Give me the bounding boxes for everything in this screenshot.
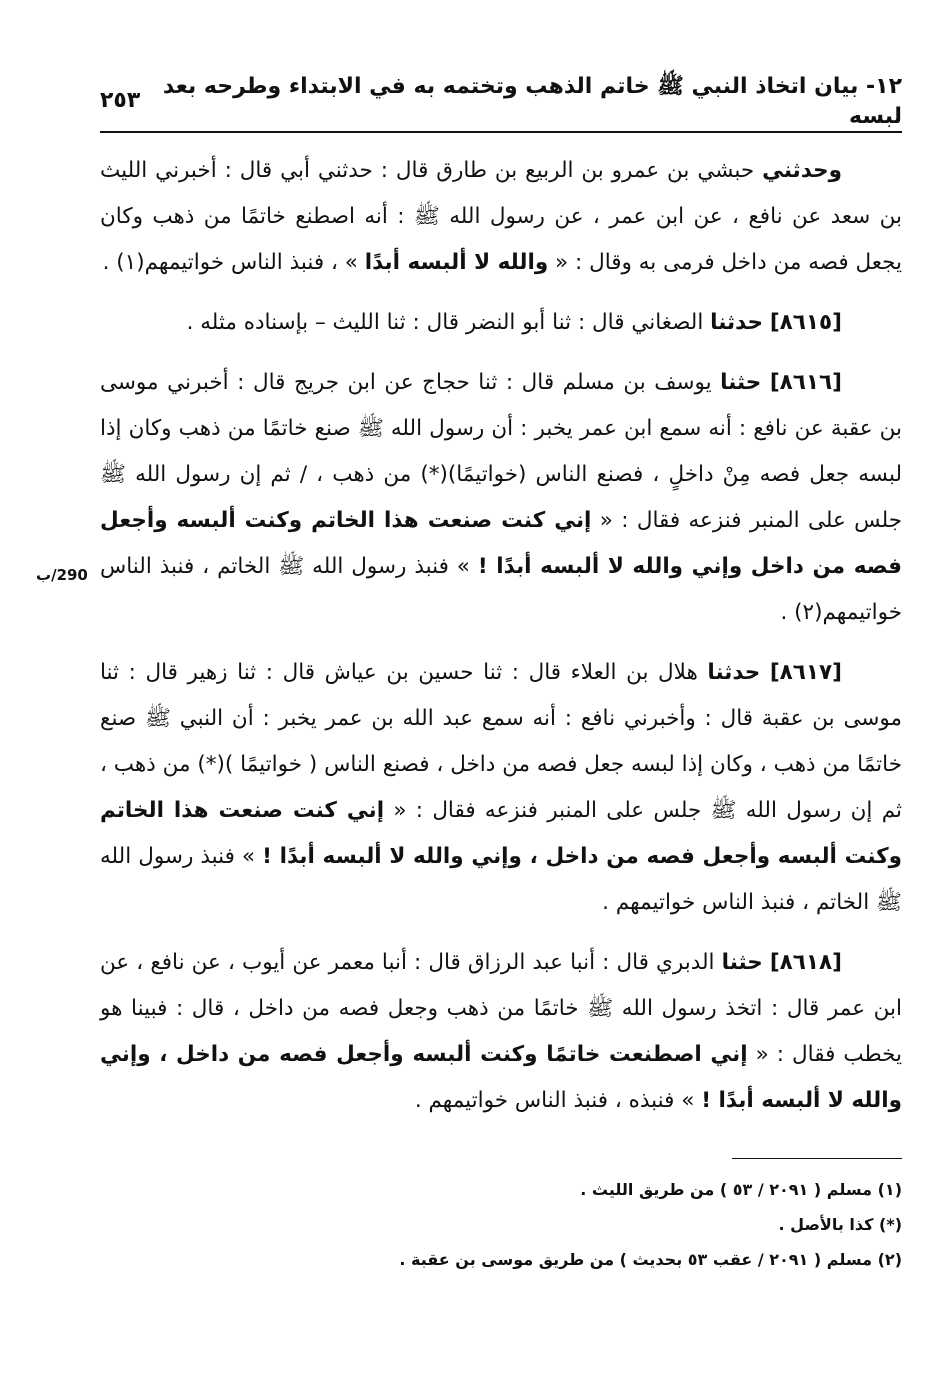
text-segment: هلال بن العلاء قال : ثنا حسين بن عياش قال : ثنا زهير قال : ثنا موسى بن عقبة قال : وأخبرني نافع : أنه سمع عبد الله بن عمر يخبر : أن النبي ﷺ صنع خاتمًا من ذهب ، وكان إذا لبسه جعل فصه من داخل ، فصنع الناس ( خواتيمًا )(*) من ذهب ، ثم إن رسول الله ﷺ جلس على المنبر فنزعه فقال : «: [100, 660, 902, 823]
footnote: (٢) مسلم ( ٢٠٩١ / عقب ٥٣ بحديث ) من طريق موسى بن عقبة .: [399, 1250, 902, 1269]
margin-folio-note: 290/ب: [36, 566, 88, 584]
text-segment: » فنبذ رسول الله ﷺ الخاتم ، فنبذ الناس خواتيمهم(٢) .: [100, 554, 902, 625]
footnotes: [100, 1172, 902, 1277]
footnote: (*) كذا بالأصل .: [778, 1215, 902, 1234]
text-segment: إني اصطنعت خاتمًا وكنت ألبسه وأجعل فصه من داخل ، وإني والله لا ألبسه أبدًا !: [100, 1042, 902, 1113]
hadith-paragraph: [100, 360, 902, 636]
text-segment: » ، فنبذ الناس خواتيمهم(١) .: [102, 250, 365, 275]
text-segment: إني كنت صنعت هذا الخاتم وكنت ألبسه وأجعل فصه من داخل ، وإني والله لا ألبسه أبدًا !: [100, 798, 902, 869]
text-segment: حدثنا: [710, 310, 763, 335]
footnote: (١) مسلم ( ٢٠٩١ / ٥٣ ) من طريق الليث .: [580, 1180, 902, 1199]
hadith-paragraph: [100, 650, 902, 926]
header-divider: [100, 131, 902, 133]
hadith-number: [٨٦١٧]: [769, 660, 842, 685]
text-segment: الدبري قال : أنبا عبد الرزاق قال : أنبا معمر عن أيوب ، عن نافع ، عن ابن عمر قال : اتخذ رسول الله ﷺ خاتمًا من ذهب وجعل فصه من داخل ، قال : فبينا هو يخطب فقال : «: [100, 950, 902, 1067]
text-segment: حبشي بن عمرو بن الربيع بن طارق قال : حدثني أبي قال : أخبرني الليث بن سعد عن نافع ، عن ابن عمر ، عن رسول الله ﷺ : أنه اصطنع خاتمًا من ذهب وكان يجعل فصه من داخل فرمى به وقال : «: [100, 158, 902, 275]
hadith-number: [٨٦١٨]: [769, 950, 842, 975]
text-segment: يوسف بن مسلم قال : ثنا حجاج عن ابن جريج قال : أخبرني موسى بن عقبة عن نافع : أنه سمع ابن عمر يخبر : أن رسول الله ﷺ صنع خاتمًا من ذهب وكان إذا لبسه جعل فصه مِنْ داخلٍ ، فصنع الناس (خواتيمًا)(*) من ذهب ، / ثم إن رسول الله ﷺ جلس على المنبر فنزعه فقال : «: [100, 370, 902, 533]
text-segment: » فنبذه ، فنبذ الناس خواتيمهم .: [414, 1088, 702, 1113]
text-segment: حدثنا: [707, 660, 761, 685]
text-segment: » فنبذ رسول الله ﷺ الخاتم ، فنبذ الناس خواتيمهم .: [100, 844, 902, 915]
text-segment: والله لا ألبسه أبدًا: [364, 250, 549, 275]
text-segment: الصغاني قال : ثنا أبو النضر قال : ثنا الليث – بإسناده مثله .: [186, 310, 711, 335]
footnote-divider: [732, 1158, 902, 1159]
text-segment: حثنا: [720, 370, 762, 395]
text-segment: وحدثني: [762, 158, 842, 183]
hadith-paragraph: [100, 300, 902, 346]
hadith-paragraph: [100, 940, 902, 1124]
main-text: [100, 148, 902, 1138]
page-header: [100, 72, 902, 128]
text-segment: إني كنت صنعت هذا الخاتم وكنت ألبسه وأجعل فصه من داخل وإني والله لا ألبسه أبدًا !: [100, 508, 902, 579]
hadith-number: [٨٦١٦]: [769, 370, 842, 395]
chapter-title: ١٢- بيان اتخاذ النبي ﷺ خاتم الذهب وتختمه به في الابتداء وطرحه بعد لبسه: [162, 73, 902, 129]
page-number: ٢٥٣: [100, 87, 141, 113]
hadith-paragraph: [100, 148, 902, 286]
text-segment: حثنا: [721, 950, 763, 975]
hadith-number: [٨٦١٥]: [769, 310, 842, 335]
